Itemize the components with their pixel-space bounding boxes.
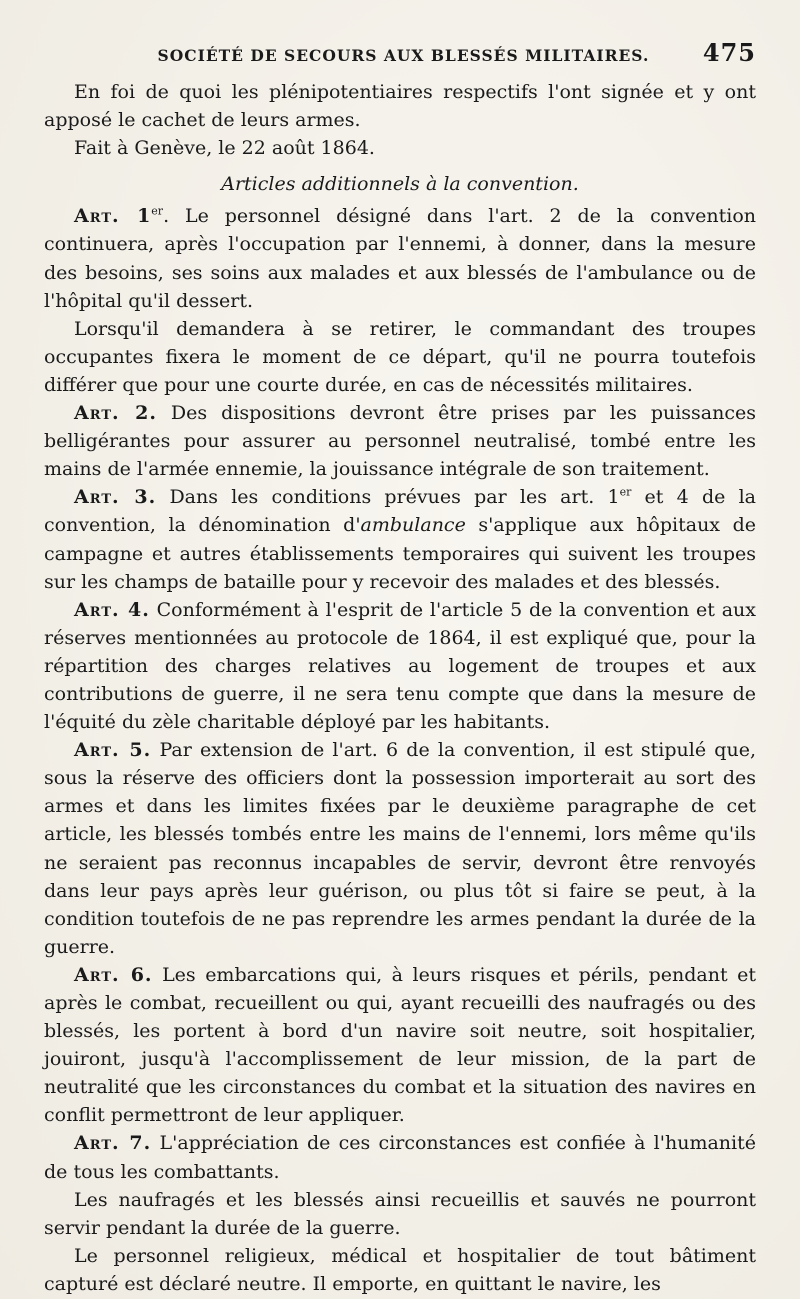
- page-number: 475: [702, 38, 756, 67]
- article-2-text: Des dispositions devront être prises par les puissances belligérantes pour assurer au personnel neutralisé, tombé entre les mains de l'armée ennemie, la jouissance intégrale de son traitement.: [44, 402, 756, 481]
- body-text: [44, 78, 756, 1298]
- article-4-label: Art. 4.: [74, 598, 150, 621]
- article-1-text: . Le personnel désigné dans l'art. 2 de la convention continuera, après l'occupation par l'ennemi, à donner, dans la mesure des besoins, ses soins aux malades et aux blessés de l'ambulance ou de l'hôpital qu'il dessert.: [44, 205, 756, 312]
- article-6-label: Art. 6.: [74, 963, 153, 986]
- running-title: SOCIÉTÉ DE SECOURS AUX BLESSÉS MILITAIRES.: [157, 46, 650, 65]
- page-header: [44, 38, 756, 78]
- paragraph-naufrages: Les naufragés et les blessés ainsi recueillis et sauvés ne pourront servir pendant la durée de la guerre.: [44, 1188, 756, 1239]
- article-3-text-c: s'applique aux hôpitaux de campagne et autres établissements temporaires qui suivent les troupes sur les champs de bataille pour y recevoir des malades et des blessés.: [44, 514, 756, 593]
- article-7-label: Art. 7.: [74, 1132, 152, 1155]
- article-3-text-a: Dans les conditions prévues par les art. 1: [156, 486, 620, 509]
- article-2-label: Art. 2.: [74, 402, 157, 425]
- article-5-label: Art. 5.: [74, 739, 152, 762]
- article-5: [44, 736, 756, 961]
- paragraph-personnel: Le personnel religieux, médical et hospitalier de tout bâtiment capturé est déclaré neutre. Il emporte, en quittant le navire, les: [44, 1244, 756, 1295]
- paragraph-fait-a-geneve: Fait à Genève, le 22 août 1864.: [74, 137, 375, 160]
- article-3: [44, 483, 756, 595]
- article-6: [44, 961, 756, 1130]
- article-4: [44, 596, 756, 736]
- article-7-text: L'appréciation de ces circonstances est confiée à l'humanité de tous les combattants.: [44, 1132, 756, 1183]
- article-3-superscript: er: [619, 485, 632, 499]
- article-1-label: Art. 1: [74, 205, 152, 228]
- article-6-text: Les embarcations qui, à leurs risques et périls, pendant et après le combat, recueillent ou qui, ayant recueilli des naufragés ou des blessés, les portent à bord d'un navire soit neutre, soit hospitalier, jouiront, jusqu'à l'accomplissement de leur mission, de la part de neutralité que les circonstances du combat et la situation des navires en conflit permettront de leur appliquer.: [44, 963, 757, 1127]
- article-7: [44, 1129, 756, 1185]
- article-3-label: Art. 3.: [74, 486, 157, 509]
- paragraph-en-foi: En foi de quoi les plénipotentiaires respectifs l'ont signée et y ont apposé le cachet de leurs armes.: [44, 81, 756, 132]
- article-3-text-b: et 4 de la convention, la dénomination d': [44, 486, 756, 537]
- article-1: [44, 202, 756, 314]
- article-5-text: Par extension de l'art. 6 de la convention, il est stipulé que, sous la réserve des officiers dont la possession importerait au sort des armes et dans les limites fixées par le deuxième paragraphe de cet article, les blessés tombés entre les mains de l'ennemi, lors même qu'ils ne seraient pas reconnus incapables de servir, devront être renvoyés dans leur pays après leur guérison, ou plus tôt si faire se peut, à la condition toutefois de ne pas reprendre les armes pendant la durée de la guerre.: [44, 739, 756, 958]
- section-title: Articles additionnels à la convention.: [221, 173, 579, 196]
- article-4-text: Conformément à l'esprit de l'article 5 de la convention et aux réserves mentionnées au protocole de 1864, il est expliqué que, pour la répartition des charges relatives au logement de troupes et aux contributions de guerre, il ne sera tenu compte que dans la mesure de l'équité du zèle charitable déployé par les habitants.: [44, 598, 756, 734]
- article-2: [44, 399, 756, 483]
- article-1-superscript: er: [151, 205, 164, 219]
- article-3-emphasis: ambulance: [360, 514, 466, 537]
- paragraph-lorsqu-il: Lorsqu'il demandera à se retirer, le commandant des troupes occupantes fixera le moment de ce départ, qu'il ne pourra toutefois différer que pour une courte durée, en cas de nécessités militaires.: [44, 317, 756, 396]
